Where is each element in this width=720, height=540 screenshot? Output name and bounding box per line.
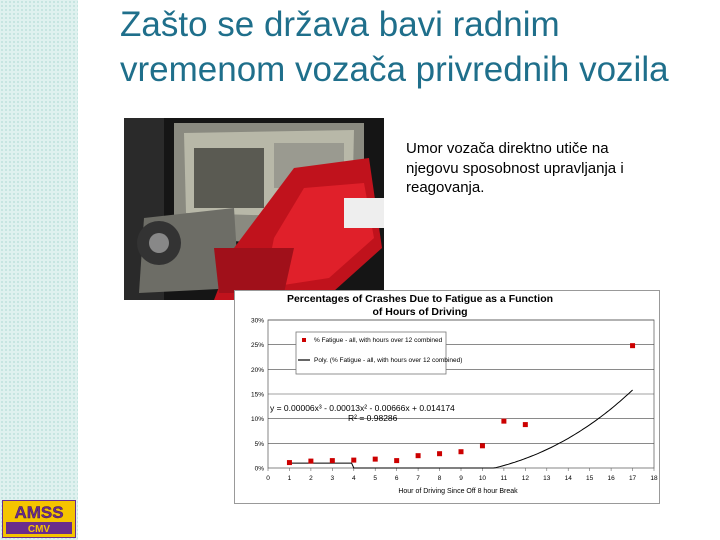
- data-point: [480, 443, 485, 448]
- fatigue-chart: [234, 290, 660, 504]
- y-tick-label: 25%: [250, 342, 264, 350]
- x-tick-label: 8: [437, 475, 442, 482]
- chart-title-line-1: Percentages of Crashes Due to Fatigue as a Function: [286, 293, 554, 305]
- logo-bottom-text: CMV: [27, 524, 51, 535]
- y-tick-label: 20%: [250, 366, 264, 374]
- data-point: [330, 458, 335, 463]
- x-tick-label: 12: [521, 475, 529, 482]
- legend-label-points: % Fatigue - all, with hours over 12 combined: [314, 337, 443, 344]
- trend-r-squared: R² = 0.98286: [348, 413, 398, 423]
- trend-equation: y = 0.00006x³ - 0.00013x² - 0.00666x + 0.014174: [270, 403, 455, 413]
- y-tick-label: 5%: [254, 440, 264, 448]
- x-tick-label: 17: [628, 475, 637, 482]
- chart-title-line-2: of Hours of Driving: [372, 306, 468, 318]
- data-point: [416, 453, 421, 458]
- y-tick-label: 0%: [254, 465, 264, 473]
- x-tick-label: 14: [564, 475, 572, 482]
- data-point: [523, 422, 528, 427]
- data-point: [351, 458, 356, 463]
- amss-cmv-logo: [2, 500, 76, 538]
- crash-photo: [124, 118, 384, 300]
- data-point: [630, 343, 635, 348]
- x-tick-label: 4: [351, 475, 356, 482]
- x-tick-label: 16: [607, 475, 615, 482]
- data-point: [373, 457, 378, 462]
- logo-top-text: AMSS: [14, 503, 64, 522]
- x-tick-label: 9: [459, 475, 463, 482]
- data-point: [437, 451, 442, 456]
- x-tick-label: 13: [543, 475, 551, 482]
- legend-marker-points: [302, 338, 306, 342]
- slide-body-text: Umor vozača direktno utiče na njegovu sposobnost upravljanja i reagovanja.: [406, 140, 624, 196]
- x-tick-label: 1: [287, 475, 292, 482]
- y-tick-label: 15%: [250, 391, 264, 399]
- x-tick-label: 10: [478, 475, 487, 482]
- data-point: [308, 459, 313, 464]
- x-tick-label: 6: [394, 475, 399, 482]
- x-tick-label: 2: [309, 475, 313, 482]
- decorative-side-strip: [0, 0, 78, 540]
- x-tick-label: 5: [373, 475, 378, 482]
- data-point: [287, 460, 292, 465]
- x-tick-label: 0: [266, 475, 270, 482]
- x-tick-label: 7: [416, 475, 420, 482]
- y-tick-label: 10%: [250, 416, 264, 424]
- legend-label-line: Poly. (% Fatigue - all, with hours over 12 combined): [314, 357, 463, 364]
- x-tick-label: 15: [586, 475, 594, 482]
- x-axis-label: Hour of Driving Since Off 8 hour Break: [398, 488, 518, 495]
- data-point: [394, 458, 399, 463]
- x-tick-label: 3: [330, 475, 335, 482]
- slide-title: Zašto se država bavi radnim vremenom vozača privrednih vozila: [120, 5, 669, 89]
- x-tick-label: 18: [650, 475, 658, 482]
- data-point: [459, 449, 464, 454]
- x-tick-label: 11: [500, 475, 508, 482]
- data-point: [501, 419, 506, 424]
- y-tick-label: 30%: [250, 317, 264, 325]
